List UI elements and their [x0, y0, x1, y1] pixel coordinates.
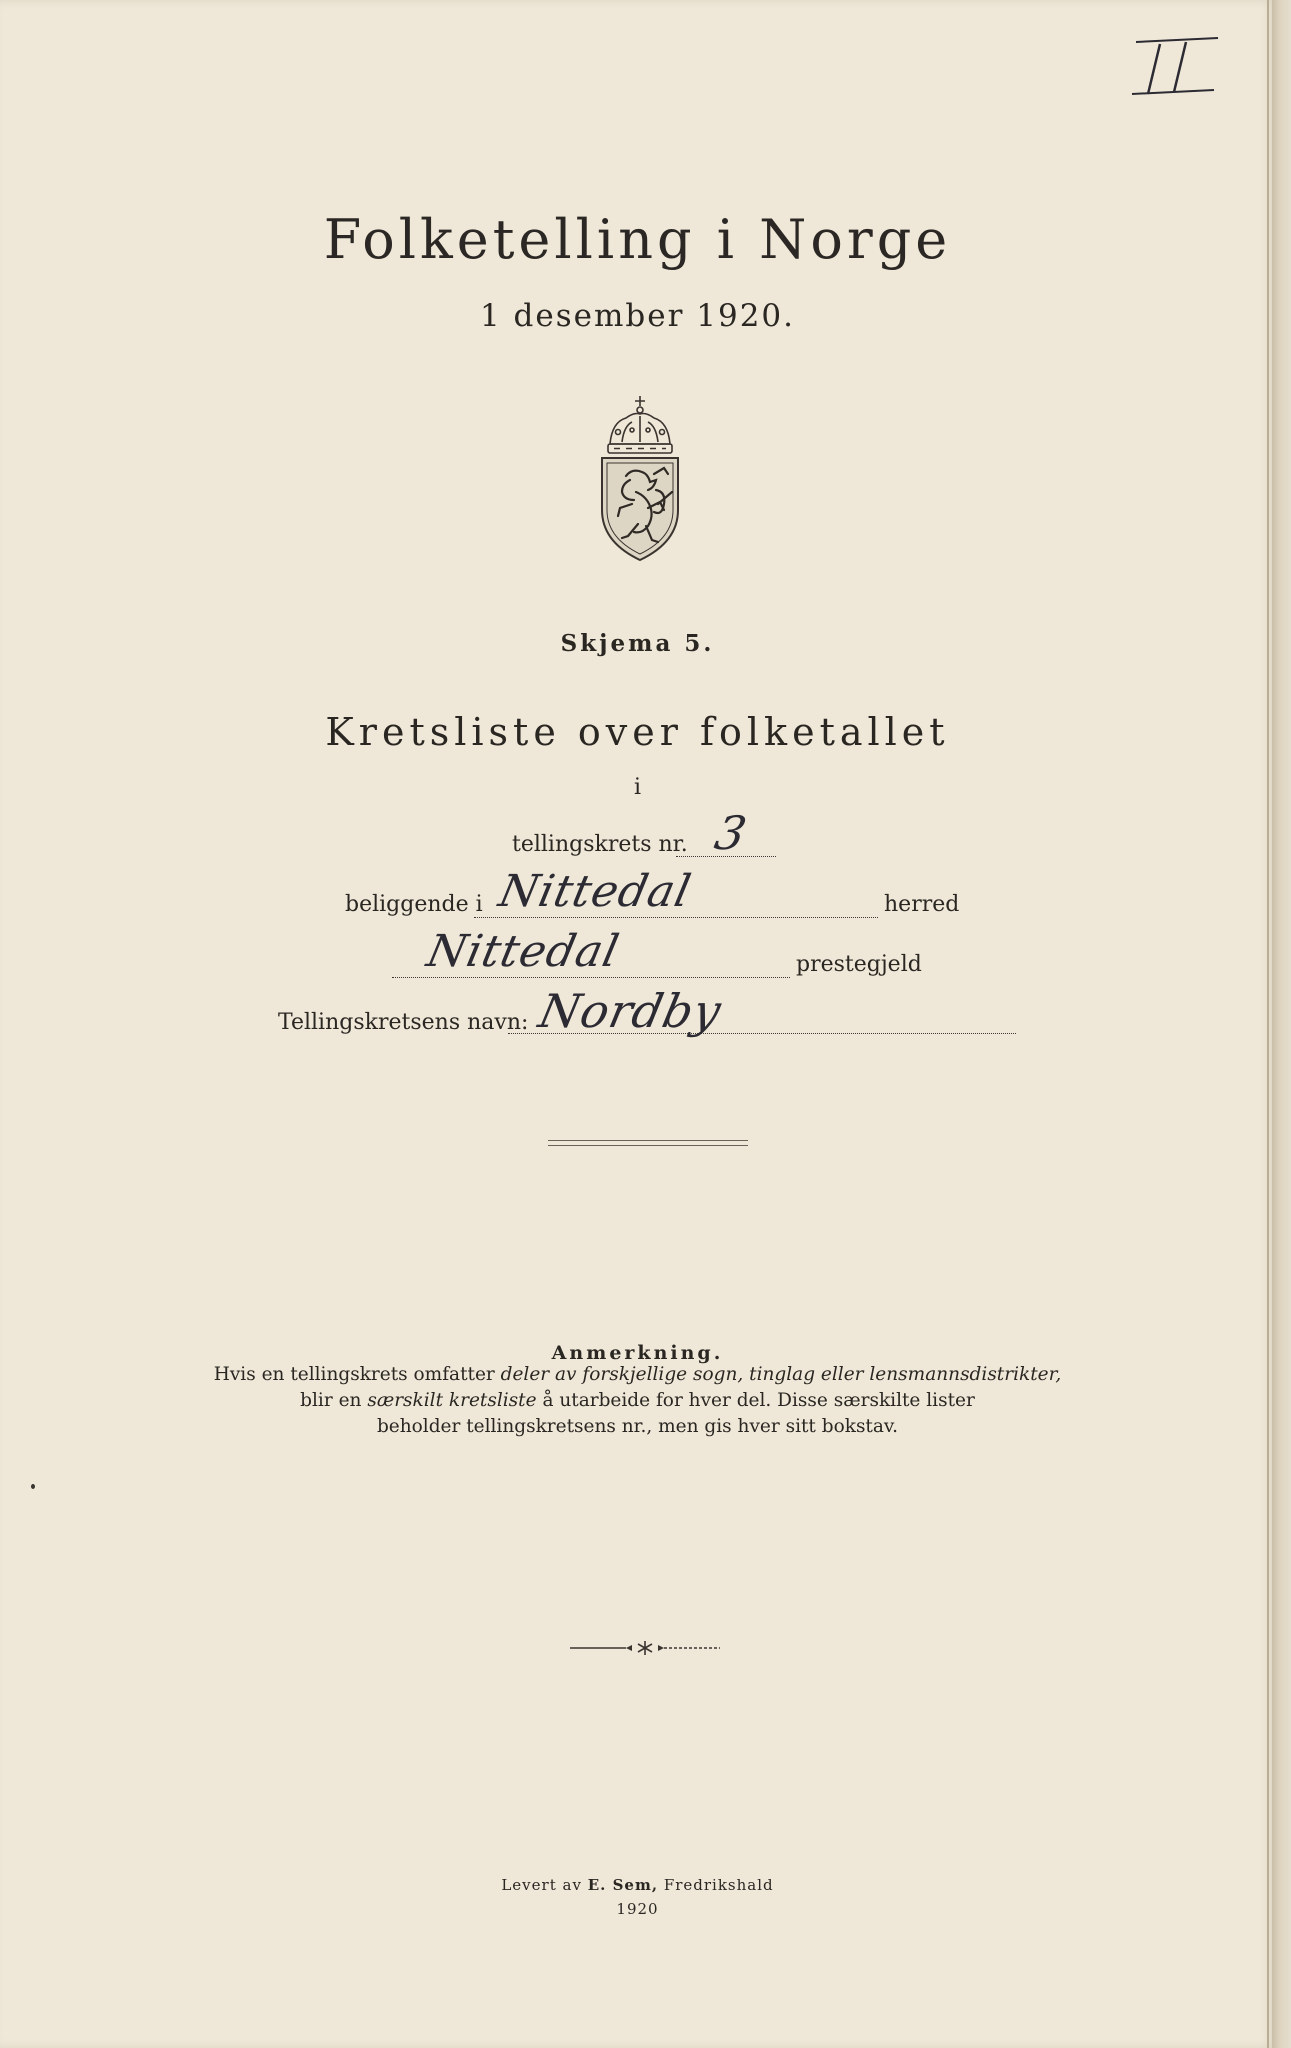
herred-label: herred: [884, 892, 960, 917]
preposition-label: i: [633, 775, 642, 800]
note-line-1: [0, 1364, 1275, 1385]
krets-number-field: [512, 832, 688, 857]
printer-year: 1920: [616, 1900, 659, 1918]
ink-speck: [31, 1484, 35, 1489]
norwegian-lion-coat-of-arms-icon: [592, 392, 688, 564]
note-line-2-italic: særskilt kretsliste: [367, 1390, 537, 1411]
note-line-2-text-end: å utarbeide for hver del. Disse særskilte lister: [536, 1390, 975, 1411]
navn-value: Nordby: [534, 984, 727, 1038]
decorative-ornament-icon: [570, 1638, 720, 1658]
beliggende-value: Nittedal: [494, 866, 696, 917]
printer-prefix: Levert av: [501, 1876, 588, 1894]
prestegjeld-label: prestegjeld: [796, 952, 922, 977]
note-title: Anmerkning.: [551, 1342, 724, 1364]
section-divider: [548, 1140, 748, 1146]
form-subtitle: Kretsliste over folketallet: [325, 710, 950, 754]
note-line-2-text: blir en: [300, 1390, 368, 1411]
note-line-1-italic: deler av forskjellige sogn, tinglag eller lensmannsdistrikter,: [500, 1364, 1062, 1385]
note-line-2: [0, 1390, 1275, 1411]
prestegjeld-value: Nittedal: [422, 926, 624, 977]
krets-number-label: tellingskrets nr.: [512, 832, 688, 857]
census-date: 1 desember 1920.: [479, 298, 796, 334]
note-line-3: beholder tellingskretsens nr., men gis hver sitt bokstav.: [376, 1416, 899, 1437]
printer-city: Fredrikshald: [658, 1876, 774, 1894]
printer-line: [0, 1876, 1275, 1894]
krets-number-value: 3: [710, 806, 753, 860]
note-line-1-text: Hvis en tellingskrets omfatter: [213, 1364, 501, 1385]
document-title: Folketelling i Norge: [323, 208, 952, 271]
corner-roman-numeral-mark: [1130, 34, 1220, 98]
printer-name: E. Sem,: [587, 1876, 659, 1894]
beliggende-label: beliggende i: [345, 892, 483, 917]
schema-number: Skjema 5.: [560, 630, 715, 657]
navn-label: Tellingskretsens navn:: [278, 1010, 529, 1035]
